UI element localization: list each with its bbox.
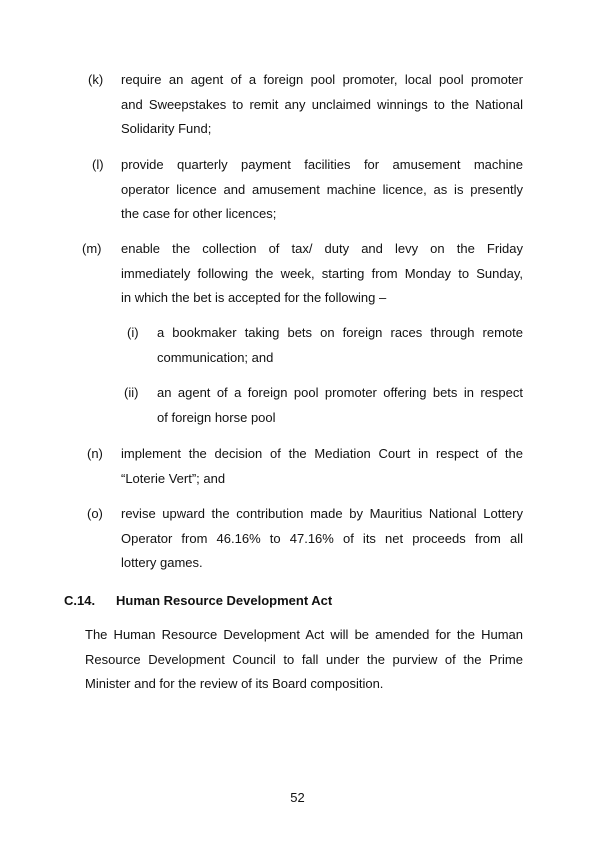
text-line: of foreign horse pool <box>157 409 276 425</box>
text-line: The Human Resource Development Act will be amended for the Human <box>85 627 523 642</box>
list-item-text <box>121 68 523 142</box>
list-item-text <box>121 502 523 576</box>
text-line: Minister and for the review of its Board composition. <box>85 676 384 691</box>
text-line: in which the bet is accepted for the following – <box>121 290 387 305</box>
list-item-label: (l) <box>92 157 104 172</box>
text-line: enable the collection of tax/ duty and levy on the Friday <box>121 241 523 256</box>
text-line: “Loterie Vert”; and <box>121 470 226 486</box>
text-line: the case for other licences; <box>121 206 277 221</box>
section-paragraph <box>85 623 523 697</box>
text-line: communication; and <box>157 349 274 365</box>
list-item-label: (k) <box>88 72 104 87</box>
list-item-text <box>121 442 523 491</box>
text-line: and Sweepstakes to remit any unclaimed winnings to the National <box>121 96 523 112</box>
page-number: 52 <box>290 790 305 805</box>
section-title: Human Resource Development Act <box>116 593 333 608</box>
text-line: lottery games. <box>121 555 203 570</box>
text-line: operator licence and amusement machine licence, as is presently <box>121 181 523 197</box>
sub-item-label: (i) <box>127 325 139 340</box>
text-line: require an agent of a foreign pool promoter, local pool promoter <box>121 72 523 87</box>
section-heading <box>64 591 332 611</box>
list-item-text <box>121 237 523 311</box>
text-line: Solidarity Fund; <box>121 121 212 136</box>
text-line: implement the decision of the Mediation Court in respect of the <box>121 446 523 461</box>
text-line: an agent of a foreign pool promoter offering bets in respect <box>157 385 523 400</box>
text-line: Resource Development Council to fall under the purview of the Prime <box>85 651 523 667</box>
sub-item-label: (ii) <box>124 385 139 400</box>
text-line: immediately following the week, starting from Monday to Sunday, <box>121 265 523 281</box>
text-line: provide quarterly payment facilities for amusement machine <box>121 157 523 172</box>
text-line: a bookmaker taking bets on foreign races through remote <box>157 325 523 340</box>
sub-item-text <box>157 321 523 370</box>
list-item-label: (m) <box>82 241 102 256</box>
text-line: Operator from 46.16% to 47.16% of its net proceeds from all <box>121 530 523 546</box>
list-item-label: (o) <box>87 506 103 521</box>
section-number: C.14. <box>64 593 96 608</box>
text-line: revise upward the contribution made by Mauritius National Lottery <box>121 506 523 521</box>
list-item-label: (n) <box>87 446 103 461</box>
list-item-text <box>121 153 523 227</box>
sub-item-text <box>157 381 523 430</box>
